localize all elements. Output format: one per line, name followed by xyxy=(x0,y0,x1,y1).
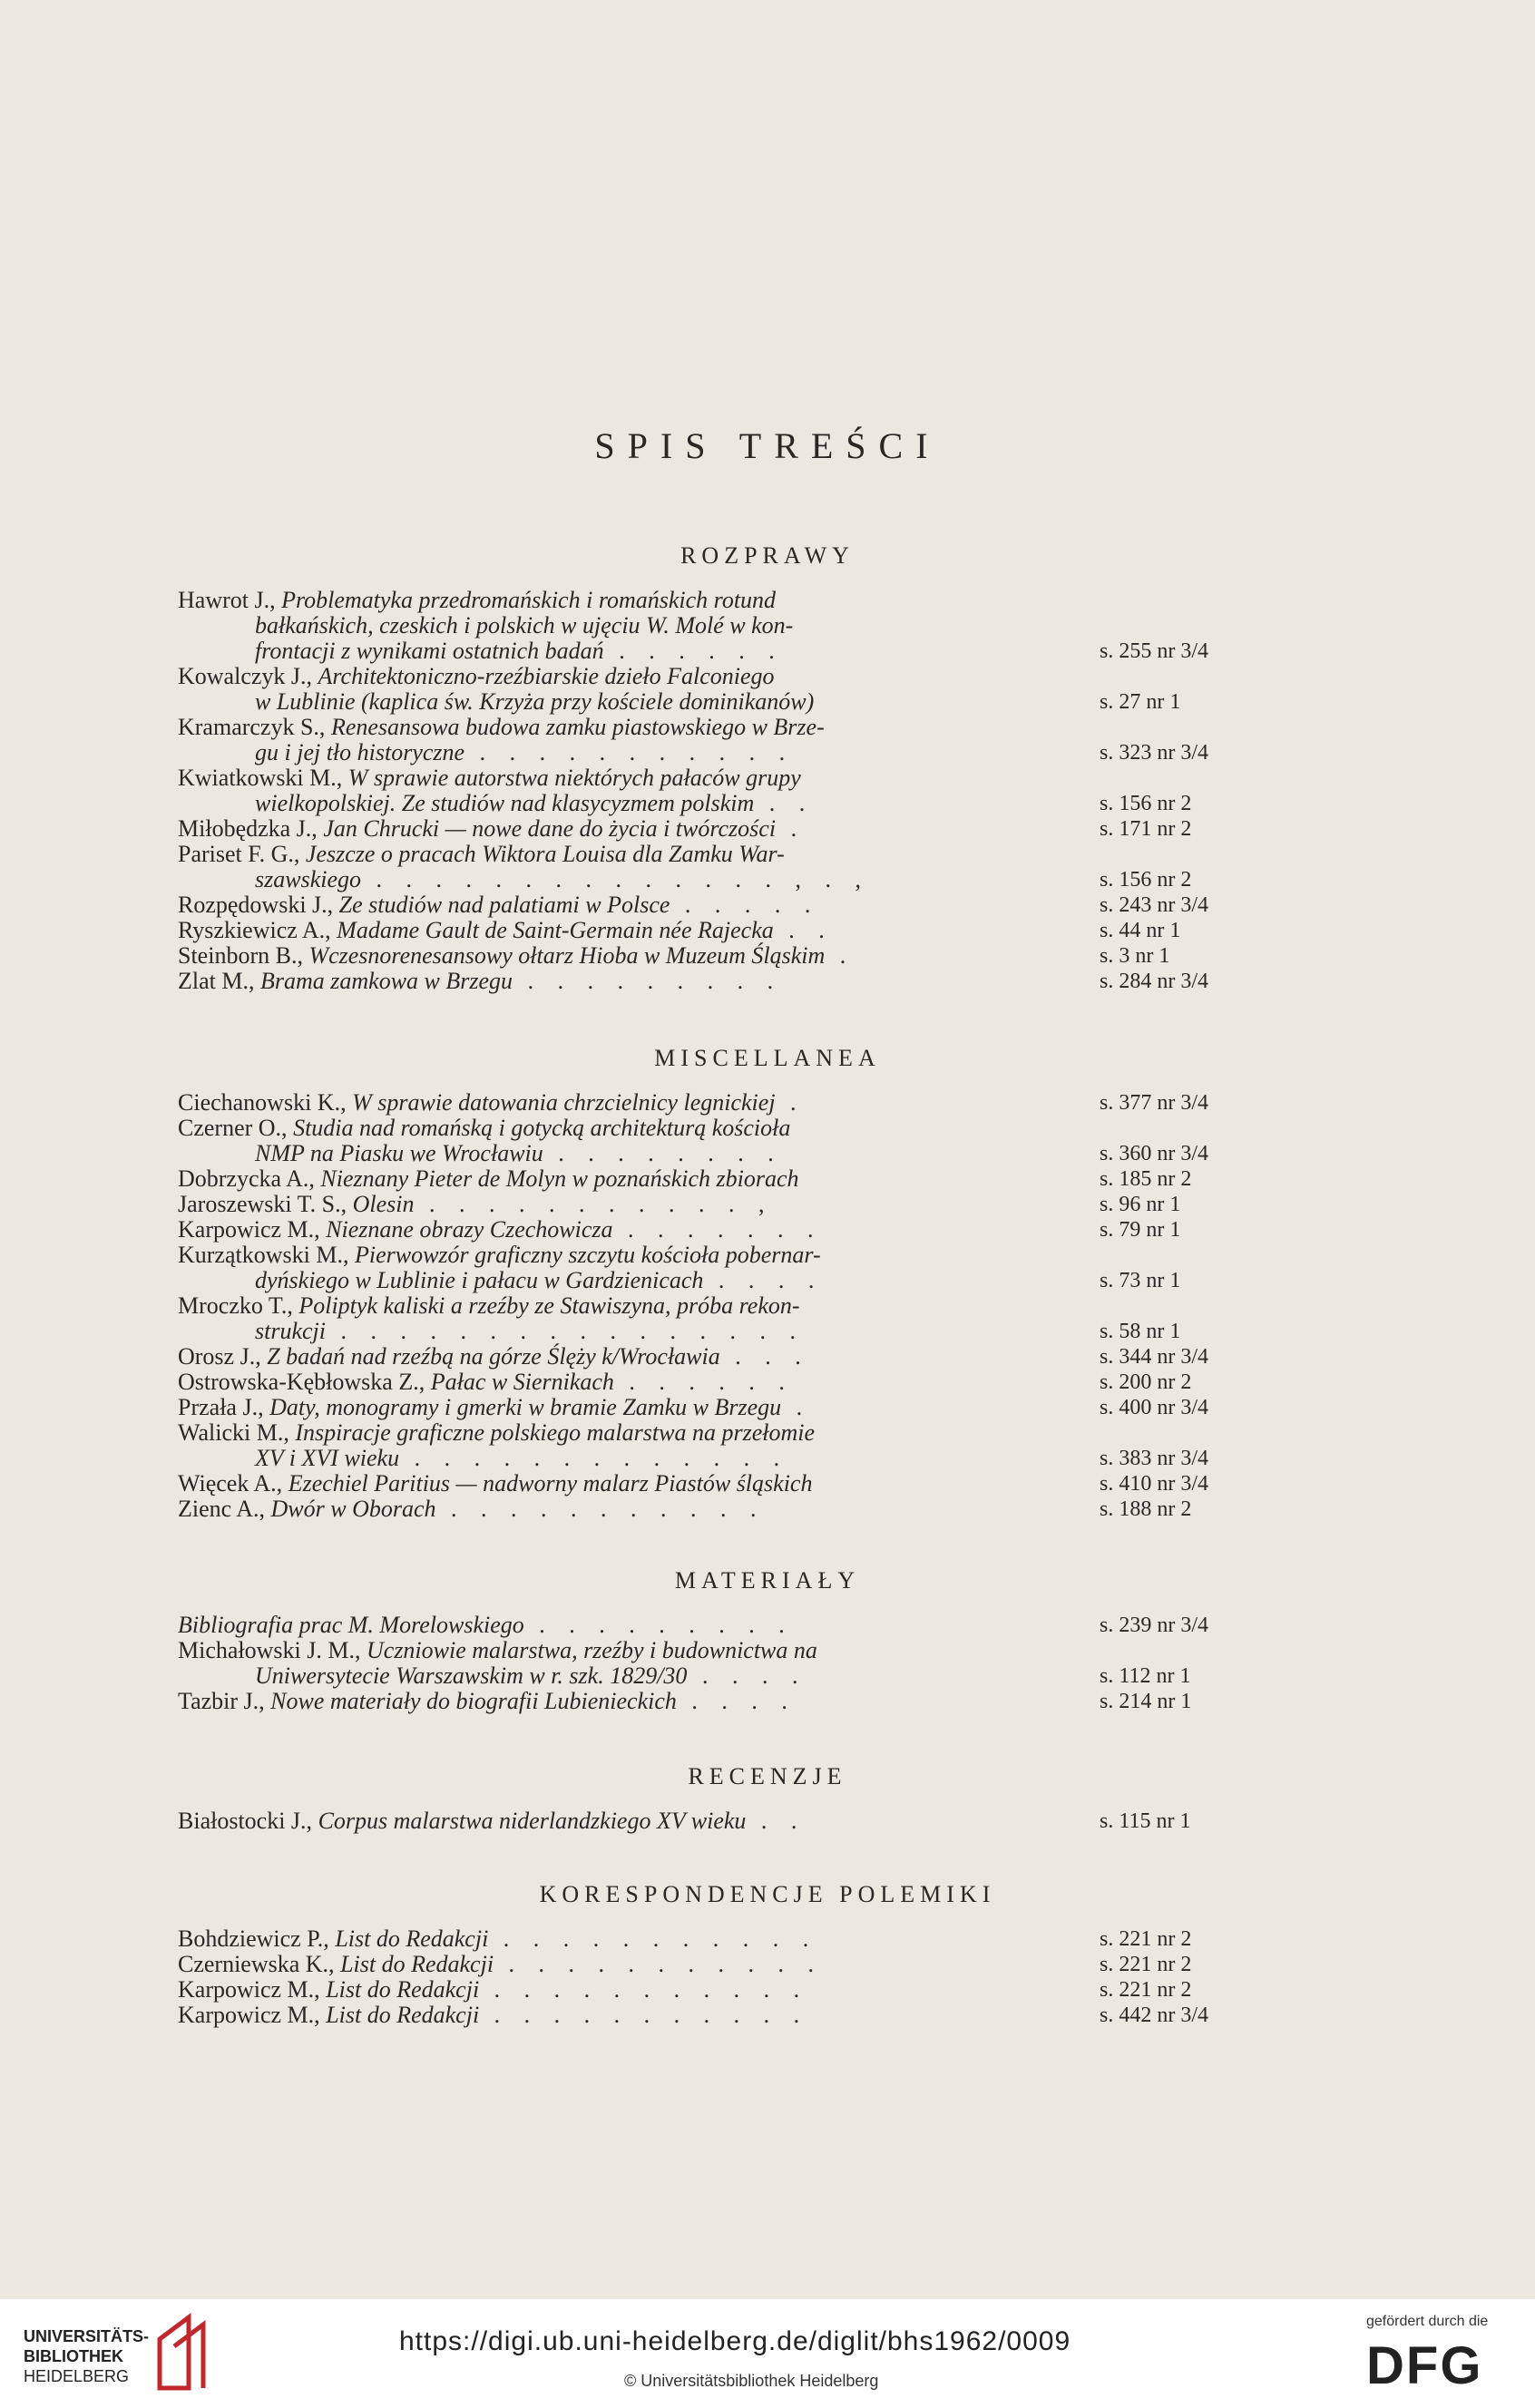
toc-entry xyxy=(178,1090,1266,1116)
entry-title: Nieznany Pieter de Molyn w poznańskich zbiorach xyxy=(320,1165,799,1192)
entry-leader-dots: . xyxy=(825,942,855,969)
entry-page-reference: s. 400 nr 3/4 xyxy=(1100,1396,1208,1419)
toc-entry xyxy=(178,1808,1266,1834)
section-heading: MATERIAŁY xyxy=(674,1567,861,1594)
toc-entry xyxy=(178,1344,1266,1370)
toc-entry-line xyxy=(178,1370,1266,1395)
entry-author: Kramarczyk S., xyxy=(178,714,331,740)
entry-leader-dots: . . . . . . . . . . . . . . . . xyxy=(326,1318,805,1344)
toc-entry-line xyxy=(178,740,1266,765)
toc-entry-line xyxy=(178,1638,1266,1663)
toc-entry xyxy=(178,1496,1266,1522)
entry-author: Zienc A., xyxy=(178,1496,271,1522)
toc-entry-line xyxy=(178,867,1266,892)
entry-leader-dots: . . . . xyxy=(703,1267,824,1293)
entry-page-reference: s. 323 nr 3/4 xyxy=(1100,741,1208,765)
entry-author: Pariset F. G., xyxy=(178,841,306,867)
entry-title: Jeszcze o pracach Wiktora Louisa dla Zamku War- xyxy=(305,841,785,867)
viewer-footer xyxy=(0,2299,1535,2408)
toc-entry-line xyxy=(178,1344,1266,1370)
toc-entry-line xyxy=(178,1496,1266,1522)
toc-entry-line xyxy=(178,816,1266,842)
entry-leader-dots: . xyxy=(776,815,807,842)
toc-entry-line xyxy=(178,842,1266,867)
entry-title: Nieznane obrazy Czechowicza xyxy=(326,1216,613,1243)
entry-author: Kwiatkowski M., xyxy=(178,765,348,791)
entry-author: Przała J., xyxy=(178,1394,270,1420)
entry-leader-dots: . . . . xyxy=(687,1662,807,1689)
toc-entry-line xyxy=(178,613,1266,639)
entry-author: Mroczko T., xyxy=(178,1292,299,1319)
toc-entry xyxy=(178,1293,1266,1344)
toc-entry-line xyxy=(178,1808,1266,1834)
dfg-logo: DFG xyxy=(1366,2336,1483,2395)
toc-entry-line xyxy=(178,1116,1266,1141)
entry-page-reference: s. 214 nr 1 xyxy=(1100,1690,1192,1713)
entry-title: Bibliografia prac M. Morelowskiego xyxy=(178,1612,524,1638)
entry-page-reference: s. 243 nr 3/4 xyxy=(1100,893,1208,917)
entry-title: W sprawie datowania chrzcielnicy legnickiej xyxy=(352,1089,776,1116)
toc-entry-line xyxy=(178,969,1266,994)
entry-leader-dots: . . . . . . . . . . . . . . , . , xyxy=(361,866,870,892)
entry-leader-dots: . . . . . . . . . xyxy=(513,968,783,994)
toc-entry-line xyxy=(178,1446,1266,1471)
library-name xyxy=(24,2326,149,2386)
entry-page-reference: s. 79 nr 1 xyxy=(1100,1218,1181,1242)
toc-entry xyxy=(178,765,1266,816)
toc-section xyxy=(178,1881,1266,2028)
entry-title: Renesansowa budowa zamku piastowskiego w Brze- xyxy=(330,714,825,740)
entry-author: Kurzątkowski M., xyxy=(178,1242,355,1268)
entry-title: Architektoniczno-rzeźbiarskie dzieło Falconiego xyxy=(318,663,775,689)
entry-leader-dots: . . . . . xyxy=(670,892,820,918)
toc-entry-line xyxy=(178,1613,1266,1638)
entry-leader-dots: . . . . . . . xyxy=(612,1216,823,1243)
entry-title: Poliptyk kaliski a rzeźby ze Stawiszyna, próba rekon- xyxy=(298,1292,800,1319)
entry-author: Miłobędzka J., xyxy=(178,815,324,842)
entry-leader-dots: . . . . . . . . xyxy=(543,1140,783,1166)
entry-author: Steinborn B., xyxy=(178,942,309,969)
entry-page-reference: s. 3 nr 1 xyxy=(1100,944,1170,968)
entry-page-reference: s. 284 nr 3/4 xyxy=(1100,970,1208,993)
entry-title: wielkopolskiej. Ze studiów nad klasycyzmem polskim xyxy=(255,790,755,816)
toc-entry-line xyxy=(178,791,1266,816)
toc-entry xyxy=(178,1471,1266,1496)
toc-entry xyxy=(178,664,1266,715)
entry-title: Madame Gault de Saint-Germain née Rajecka xyxy=(337,917,774,943)
section-heading: RECENZJE xyxy=(688,1763,847,1789)
toc-entry-line xyxy=(178,664,1266,689)
entry-title: Uniwersytecie Warszawskim w r. szk. 1829/30 xyxy=(255,1662,688,1689)
entry-author: Białostocki J., xyxy=(178,1808,318,1834)
copyright-notice: © Universitätsbibliothek Heidelberg xyxy=(624,2372,879,2390)
toc-entry xyxy=(178,892,1266,918)
toc-entry-line xyxy=(178,1217,1266,1243)
toc-entry-line xyxy=(178,1663,1266,1689)
entry-leader-dots: . . xyxy=(754,790,815,816)
entry-leader-dots: . . . . . . . . . xyxy=(523,1612,794,1638)
toc-entry xyxy=(178,842,1266,892)
entry-page-reference: s. 383 nr 3/4 xyxy=(1100,1447,1208,1470)
library-name-line-3: HEIDELBERG xyxy=(24,2367,130,2385)
toc-entry-line xyxy=(178,2003,1266,2028)
section-heading: KORESPONDENCJE POLEMIKI xyxy=(539,1881,996,1907)
entry-page-reference: s. 188 nr 2 xyxy=(1100,1497,1192,1521)
toc-entry-line xyxy=(178,1952,1266,1977)
entry-page-reference: s. 112 nr 1 xyxy=(1100,1664,1191,1688)
section-heading: MISCELLANEA xyxy=(654,1045,881,1071)
entry-author: Walicki M., xyxy=(178,1419,296,1446)
toc-entry-line xyxy=(178,1471,1266,1496)
entry-page-reference: s. 221 nr 2 xyxy=(1100,1953,1192,1976)
toc-section xyxy=(178,542,1266,994)
toc-section xyxy=(178,1763,1266,1834)
entry-leader-dots: . . . . . . . . . . . , xyxy=(414,1191,774,1217)
entry-title: Brama zamkowa w Brzegu xyxy=(260,968,513,994)
entry-title: Ze studiów nad palatiami w Polsce xyxy=(338,892,670,918)
entry-title: List do Redakcji xyxy=(335,1925,489,1952)
entry-leader-dots: . . . . . . . . . . . xyxy=(464,739,795,765)
entry-title: Studia nad romańską i gotycką architekturą kościoła xyxy=(293,1115,791,1141)
toc-entry xyxy=(178,1116,1266,1166)
entry-title: Wczesnorenesansowy ołtarz Hioba w Muzeum Śląskim xyxy=(308,942,826,969)
entry-page-reference: s. 58 nr 1 xyxy=(1100,1320,1181,1343)
entry-page-reference: s. 156 nr 2 xyxy=(1100,868,1192,892)
entry-title: szawskiego xyxy=(255,866,361,892)
entry-author: Karpowicz M., xyxy=(178,1216,327,1243)
entry-page-reference: s. 200 nr 2 xyxy=(1100,1370,1192,1394)
entry-page-reference: s. 44 nr 1 xyxy=(1100,919,1181,942)
entry-author: Orosz J., xyxy=(178,1343,268,1370)
entry-page-reference: s. 96 nr 1 xyxy=(1100,1193,1181,1216)
entry-page-reference: s. 377 nr 3/4 xyxy=(1100,1091,1208,1115)
library-name-line-1: UNIVERSITÄTS- xyxy=(24,2327,150,2345)
document-url-link[interactable]: https://digi.ub.uni-heidelberg.de/diglit/bhs1962/0009 xyxy=(399,2326,1071,2356)
entry-title: w Lublinie (kaplica św. Krzyża przy kościele dominikanów) xyxy=(255,688,815,715)
entry-title: Z badań nad rzeźbą na górze Ślęży k/Wrocławia xyxy=(267,1343,720,1370)
toc-entry-line xyxy=(178,765,1266,791)
entry-leader-dots: . . . . . . xyxy=(603,638,784,664)
entry-page-reference: s. 221 nr 2 xyxy=(1100,1927,1192,1951)
toc-entry-line xyxy=(178,1319,1266,1344)
entry-title: gu i jej tło historyczne xyxy=(255,739,465,765)
toc-entry xyxy=(178,715,1266,765)
entry-title: XV i XVI wieku xyxy=(255,1445,400,1471)
toc-entry-line xyxy=(178,918,1266,943)
entry-leader-dots: . . . . xyxy=(676,1688,797,1714)
toc-entry-line xyxy=(178,1141,1266,1166)
entry-author: Ostrowska-Kębłowska Z., xyxy=(178,1369,431,1395)
entry-title: Problematyka przedromańskich i romańskich rotund xyxy=(281,587,777,613)
entry-title: Dwór w Oborach xyxy=(270,1496,436,1522)
toc-entry xyxy=(178,1395,1266,1420)
toc-entry xyxy=(178,588,1266,664)
entry-title: NMP na Piasku we Wrocławiu xyxy=(255,1140,543,1166)
entry-page-reference: s. 344 nr 3/4 xyxy=(1100,1345,1208,1369)
entry-title: Ezechiel Paritius — nadworny malarz Piastów śląskich xyxy=(288,1470,813,1496)
toc-entry xyxy=(178,1613,1266,1638)
entry-author: Michałowski J. M., xyxy=(178,1637,367,1663)
entry-title: strukcji xyxy=(255,1318,326,1344)
entry-title: List do Redakcji xyxy=(340,1951,494,1977)
toc-entry-line xyxy=(178,1420,1266,1446)
entry-author: Zlat M., xyxy=(178,968,260,994)
entry-leader-dots: . . . . . . . . . . . xyxy=(494,1951,824,1977)
funding-label: gefördert durch die xyxy=(1366,2314,1489,2329)
entry-title: Uczniowie malarstwa, rzeźby i budownictwa na xyxy=(367,1637,817,1663)
toc-section xyxy=(178,1567,1266,1714)
toc-entry-line xyxy=(178,1395,1266,1420)
entry-author: Kowalczyk J., xyxy=(178,663,318,689)
toc-entry xyxy=(178,1370,1266,1395)
toc-entry-line xyxy=(178,1689,1266,1714)
entry-author: Ryszkiewicz A., xyxy=(178,917,337,943)
toc-entry xyxy=(178,1192,1266,1217)
entry-title: W sprawie autorstwa niektórych pałaców grupy xyxy=(347,765,801,791)
toc-entry-line xyxy=(178,715,1266,740)
toc-entry xyxy=(178,1689,1266,1714)
entry-title: List do Redakcji xyxy=(326,1976,480,2003)
entry-leader-dots: . . xyxy=(746,1808,807,1834)
library-name-line-2: BIBLIOTHEK xyxy=(24,2347,123,2365)
toc-entry xyxy=(178,1977,1266,2003)
toc-entry xyxy=(178,1217,1266,1243)
entry-leader-dots: . xyxy=(775,1089,806,1116)
toc-entry-line xyxy=(178,1166,1266,1192)
toc-entry-line xyxy=(178,1293,1266,1319)
toc-entry-line xyxy=(178,1192,1266,1217)
entry-leader-dots: . . xyxy=(773,917,834,943)
entry-author: Czerniewska K., xyxy=(178,1951,341,1977)
entry-author: Jaroszewski T. S., xyxy=(178,1191,353,1217)
entry-title: Pałac w Siernikach xyxy=(430,1369,614,1395)
entry-page-reference: s. 255 nr 3/4 xyxy=(1100,639,1208,663)
entry-leader-dots: . . . . . . xyxy=(613,1369,794,1395)
toc-entry-line xyxy=(178,1268,1266,1293)
toc-entry-line xyxy=(178,588,1266,613)
toc-entry xyxy=(178,816,1266,842)
entry-title: bałkańskich, czeskich i polskich w ujęciu W. Molé w kon- xyxy=(255,612,794,639)
entry-leader-dots: . . . . . . . . . . . xyxy=(479,1976,809,2003)
toc-entry xyxy=(178,1638,1266,1689)
entry-title: Daty, monogramy i gmerki w bramie Zamku w Brzegu xyxy=(269,1394,782,1420)
entry-title: Nowe materiały do biografii Lubienieckich xyxy=(270,1688,677,1714)
entry-title: Olesin xyxy=(352,1191,415,1217)
entry-leader-dots: . . . . . . . . . . . xyxy=(488,1925,818,1952)
entry-leader-dots: . . . xyxy=(719,1343,810,1370)
entry-page-reference: s. 410 nr 3/4 xyxy=(1100,1472,1208,1496)
toc-entry xyxy=(178,2003,1266,2028)
entry-author: Bohdziewicz P., xyxy=(178,1925,336,1952)
toc-entry xyxy=(178,1420,1266,1471)
entry-title: dyńskiego w Lublinie i pałacu w Gardzienicach xyxy=(255,1267,704,1293)
entry-author: Tazbir J., xyxy=(178,1688,271,1714)
toc-entry-line xyxy=(178,1090,1266,1116)
entry-leader-dots: . . . . . . . . . . . . . xyxy=(399,1445,789,1471)
entry-title: Inspiracje graficzne polskiego malarstwa na przełomie xyxy=(295,1419,816,1446)
entry-page-reference: s. 221 nr 2 xyxy=(1100,1978,1192,2002)
entry-title: frontacji z wynikami ostatnich badań xyxy=(255,638,604,664)
toc-entry-line xyxy=(178,1926,1266,1952)
entry-leader-dots: . xyxy=(781,1394,812,1420)
entry-author: Więcek A., xyxy=(178,1470,288,1496)
entry-author: Dobrzycka A., xyxy=(178,1165,321,1192)
toc-entry xyxy=(178,1166,1266,1192)
entry-leader-dots: . . . . . . . . . . . xyxy=(479,2002,809,2028)
toc-entry xyxy=(178,1243,1266,1293)
page-title: SPIS TREŚCI xyxy=(594,425,941,466)
entry-page-reference: s. 171 nr 2 xyxy=(1100,817,1192,841)
toc-entry-line xyxy=(178,1243,1266,1268)
library-logo-icon xyxy=(152,2312,216,2393)
entry-author: Czerner O., xyxy=(178,1115,294,1141)
entry-author: Hawrot J., xyxy=(178,587,282,613)
entry-page-reference: s. 360 nr 3/4 xyxy=(1100,1142,1208,1165)
entry-title: Pierwowzór graficzny szczytu kościoła pobernar- xyxy=(354,1242,821,1268)
entry-page-reference: s. 73 nr 1 xyxy=(1100,1269,1181,1292)
section-heading: ROZPRAWY xyxy=(680,542,855,569)
toc-entry xyxy=(178,943,1266,969)
toc-entry-line xyxy=(178,1977,1266,2003)
entry-page-reference: s. 27 nr 1 xyxy=(1100,690,1181,714)
entry-author: Karpowicz M., xyxy=(178,2002,327,2028)
entry-title: Corpus malarstwa niderlandzkiego XV wieku xyxy=(318,1808,747,1834)
toc-section xyxy=(178,1045,1266,1522)
entry-page-reference: s. 115 nr 1 xyxy=(1100,1809,1191,1833)
toc-entry-line xyxy=(178,689,1266,715)
entry-title: Jan Chrucki — nowe dane do życia i twórczości xyxy=(323,815,777,842)
entry-author: Ciechanowski K., xyxy=(178,1089,353,1116)
toc-entry xyxy=(178,1952,1266,1977)
entry-title: List do Redakcji xyxy=(326,2002,480,2028)
toc-entry xyxy=(178,918,1266,943)
toc-entry xyxy=(178,1926,1266,1952)
entry-page-reference: s. 185 nr 2 xyxy=(1100,1167,1192,1191)
toc-entry xyxy=(178,969,1266,994)
entry-author: Karpowicz M., xyxy=(178,1976,327,2003)
entry-author: Rozpędowski J., xyxy=(178,892,339,918)
toc-entry-line xyxy=(178,639,1266,664)
toc-entry-line xyxy=(178,943,1266,969)
entry-leader-dots: . . . . . . . . . . . xyxy=(435,1496,766,1522)
entry-page-reference: s. 239 nr 3/4 xyxy=(1100,1613,1208,1637)
toc-entry-line xyxy=(178,892,1266,918)
entry-page-reference: s. 156 nr 2 xyxy=(1100,792,1192,815)
entry-page-reference: s. 442 nr 3/4 xyxy=(1100,2003,1208,2027)
